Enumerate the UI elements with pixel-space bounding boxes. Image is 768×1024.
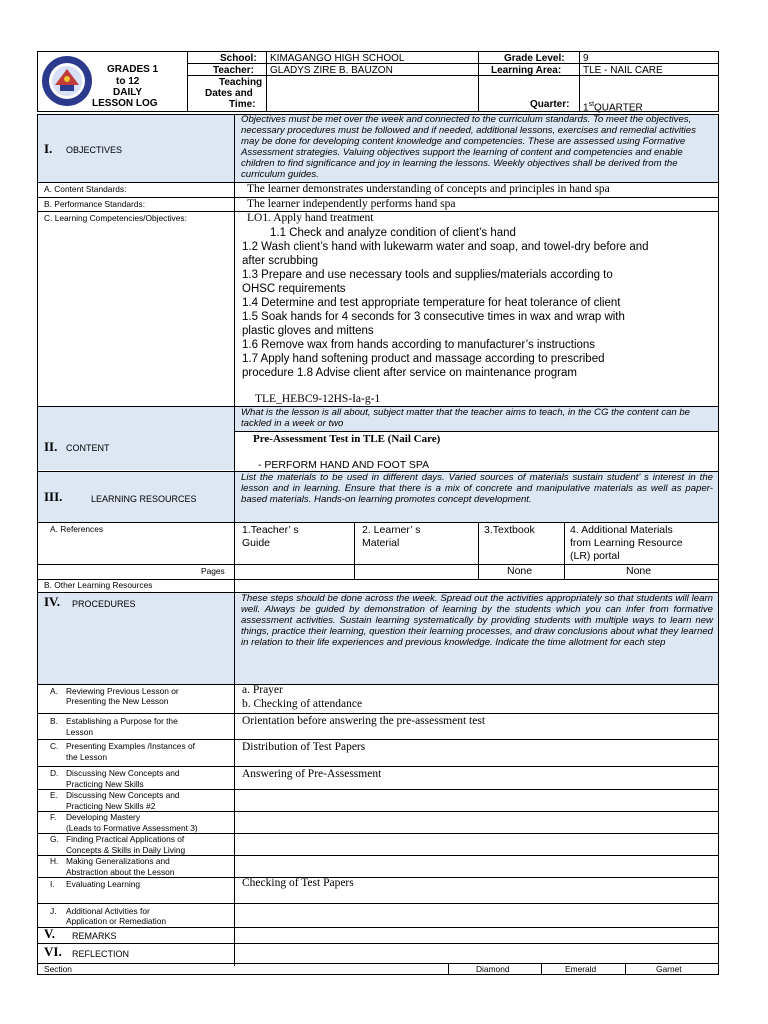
procedure-letter: E.	[50, 790, 58, 800]
grade-value: 9	[583, 53, 589, 64]
objectives-heading: OBJECTIVES	[66, 145, 123, 155]
school-label: School:	[220, 53, 257, 64]
textbook-label: 3.Textbook	[484, 524, 535, 536]
procedures-numeral: IV.	[44, 594, 61, 609]
procedure-letter: D.	[50, 768, 59, 778]
teacher-value: GLADYS ZIRE B. BAUZON	[270, 65, 393, 76]
content-numeral: II.	[44, 439, 58, 454]
procedure-value: a. Prayer	[242, 684, 283, 696]
content-subtopic: - PERFORM HAND AND FOOT SPA	[258, 459, 430, 471]
procedure-label: Making Generalizations and	[66, 856, 170, 866]
procedure-label: Developing Mastery	[66, 812, 141, 822]
objectives-note: Objectives must be met over the week and connected to the curriculum standards. To meet the objectives, necessary procedures must be followed and if needed, additional lessons, exercises and remedial activities may be done for developing content knowledge and competencies. These are assessed using Formative Assessment strategies. Valuing objectives support the learning of content and competencies and enable children to find significance and joy in learning the lessons. Weekly objectives shall be derived from the curriculum guides.	[241, 114, 696, 180]
other-resources-label: B. Other Learning Resources	[44, 580, 153, 590]
procedure-letter: B.	[50, 716, 58, 726]
procedure-label: the Lesson	[66, 752, 107, 762]
lo-item: OHSC requirements	[242, 283, 346, 295]
procedure-value: Answering of Pre-Assessment	[242, 768, 382, 780]
quarter-label: Quarter:	[530, 99, 570, 110]
additional-materials-line2: from Learning Resource	[570, 537, 683, 549]
procedure-label: Practicing New Skills #2	[66, 801, 156, 811]
grade-label: Grade Level:	[504, 53, 565, 64]
procedure-letter: F.	[50, 812, 57, 822]
lo-item: 1.7 Apply hand softening product and massage according to prescribed	[242, 353, 605, 365]
procedure-letter: A.	[50, 686, 58, 696]
competencies-label: C. Learning Competencies/Objectives:	[44, 213, 187, 223]
performance-standards-label: B. Performance Standards:	[44, 199, 146, 209]
procedure-label: Discussing New Concepts and	[66, 768, 180, 778]
procedure-value: Checking of Test Papers	[242, 877, 354, 889]
school-value: KIMAGANGO HIGH SCHOOL	[270, 53, 405, 64]
additional-materials-line1: 4. Additional Materials	[570, 524, 673, 536]
procedure-label: Establishing a Purpose for the	[66, 716, 178, 726]
performance-standards-value: The learner independently performs hand spa	[247, 198, 456, 210]
additional-materials-line3: (LR) portal	[570, 550, 620, 562]
procedure-letter: G.	[50, 834, 59, 844]
deped-seal-logo	[41, 55, 93, 107]
procedure-value: Orientation before answering the pre-assessment test	[242, 715, 486, 727]
log-title-line3: DAILY	[113, 87, 143, 98]
procedure-label: Reviewing Previous Lesson or	[66, 686, 179, 696]
log-title-line2: to 12	[116, 76, 140, 87]
lo-item: 1.1 Check and analyze condition of client’s hand	[270, 227, 516, 239]
procedure-value: b. Checking of attendance	[242, 698, 363, 710]
procedure-label: Discussing New Concepts and	[66, 790, 180, 800]
section-diamond: Diamond	[476, 964, 510, 974]
references-label: A. References	[50, 524, 104, 534]
competency-code: TLE_HEBC9-12HS-Ia-g-1	[255, 393, 381, 405]
lo-item: 1.6 Remove wax from hands according to manufacturer’s instructions	[242, 339, 596, 351]
lo-item: 1.3 Prepare and use necessary tools and supplies/materials according to	[242, 269, 613, 281]
procedure-label: Presenting Examples /Instances of	[66, 741, 195, 751]
lo-item: 1.4 Determine and test appropriate temperature for heat tolerance of client	[242, 297, 621, 309]
lo-item: 1.5 Soak hands for 4 seconds for 3 consecutive times in wax and wrap with	[242, 311, 625, 323]
procedure-label: Concepts & Skills in Daily Living	[66, 845, 186, 855]
procedure-letter: H.	[50, 856, 59, 866]
log-title-line1: GRADES 1	[107, 64, 159, 75]
procedure-label: (Leads to Formative Assessment 3)	[66, 823, 198, 833]
dates-label-line2: Dates and	[205, 88, 253, 99]
procedure-label: Finding Practical Applications of	[66, 834, 185, 844]
procedures-heading: PROCEDURES	[72, 599, 136, 609]
lo-item: 1.2 Wash client’s hand with lukewarm water and soap, and towel-dry before and	[242, 241, 649, 253]
procedure-label: Presenting the New Lesson	[66, 696, 169, 706]
procedure-letter: C.	[50, 741, 59, 751]
quarter-value: 1stQUARTER	[583, 101, 643, 114]
procedure-letter: J.	[50, 906, 57, 916]
learners-material-line2: Material	[362, 537, 400, 549]
remarks-heading: REMARKS	[72, 931, 117, 941]
teachers-guide-line2: Guide	[242, 537, 271, 549]
content-heading: CONTENT	[66, 443, 110, 453]
remarks-numeral: V.	[44, 926, 55, 941]
section-emerald: Emerald	[565, 964, 597, 974]
lo-item: plastic gloves and mittens	[242, 325, 374, 337]
resources-numeral: III.	[44, 489, 63, 504]
section-garnet: Garnet	[656, 964, 682, 974]
section-label: Section	[44, 964, 72, 974]
procedure-label: Application or Remediation	[66, 916, 167, 926]
objectives-numeral: I.	[44, 141, 53, 156]
dates-label-line1: Teaching	[219, 77, 263, 88]
content-note: What is the lesson is all about, subject matter that the teacher aims to teach, in the CG the content can be tackled in a week or two	[241, 407, 691, 429]
procedure-value: Distribution of Test Papers	[242, 741, 366, 753]
procedure-label: Evaluating Learning	[66, 879, 141, 889]
teachers-guide-line1: 1.Teacher’ s	[242, 524, 299, 536]
pages-lr-value: None	[626, 565, 652, 577]
procedure-label: Practicing New Skills	[66, 779, 144, 789]
area-label: Learning Area:	[491, 65, 562, 76]
area-value: TLE - NAIL CARE	[583, 65, 663, 76]
dates-label-line3: Time:	[229, 99, 256, 110]
procedures-note: These steps should be done across the week. Spread out the activities appropriately so that students will learn well. Always be guided by demonstration of learning by the students which you can infer from formative assessment activities. Sustain learning systematically by providing students with multiple ways to learn new things, practice their learning, question their learning processes, and draw conclusions about what they learned in relation to their life experiences and previous knowledge. Indicate the time allotment for each step	[241, 593, 713, 648]
resources-note: List the materials to be used in different days. Varied sources of materials sustain student’ s interest in the lesson and in learning. Ensure that there is a mix of concrete and manipulative materials as well as paper-based materials. Hands-on learning promotes concept development.	[241, 472, 713, 505]
learners-material-line1: 2. Learner’ s	[362, 524, 421, 536]
lo-item: after scrubbing	[242, 255, 319, 267]
lo-title: LO1. Apply hand treatment	[247, 212, 374, 224]
content-topic: Pre-Assessment Test in TLE (Nail Care)	[253, 433, 441, 445]
procedure-label: Additional Activities for	[66, 906, 150, 916]
content-standards-label: A. Content Standards:	[44, 184, 127, 194]
reflection-numeral: VI.	[44, 944, 62, 959]
resources-heading: LEARNING RESOURCES	[91, 494, 197, 504]
reflection-heading: REFLECTION	[72, 949, 130, 959]
content-standards-value: The learner demonstrates understanding of concepts and principles in hand spa	[247, 183, 610, 195]
pages-label: Pages	[201, 566, 225, 576]
pages-textbook-value: None	[507, 565, 533, 577]
procedure-letter: I.	[50, 879, 55, 889]
procedure-label: Abstraction about the Lesson	[66, 867, 175, 877]
teacher-label: Teacher:	[213, 65, 254, 76]
lo-item: procedure 1.8 Advise client after service on maintenance program	[242, 367, 577, 379]
procedure-label: Lesson	[66, 727, 94, 737]
log-title-line4: LESSON LOG	[92, 98, 158, 109]
